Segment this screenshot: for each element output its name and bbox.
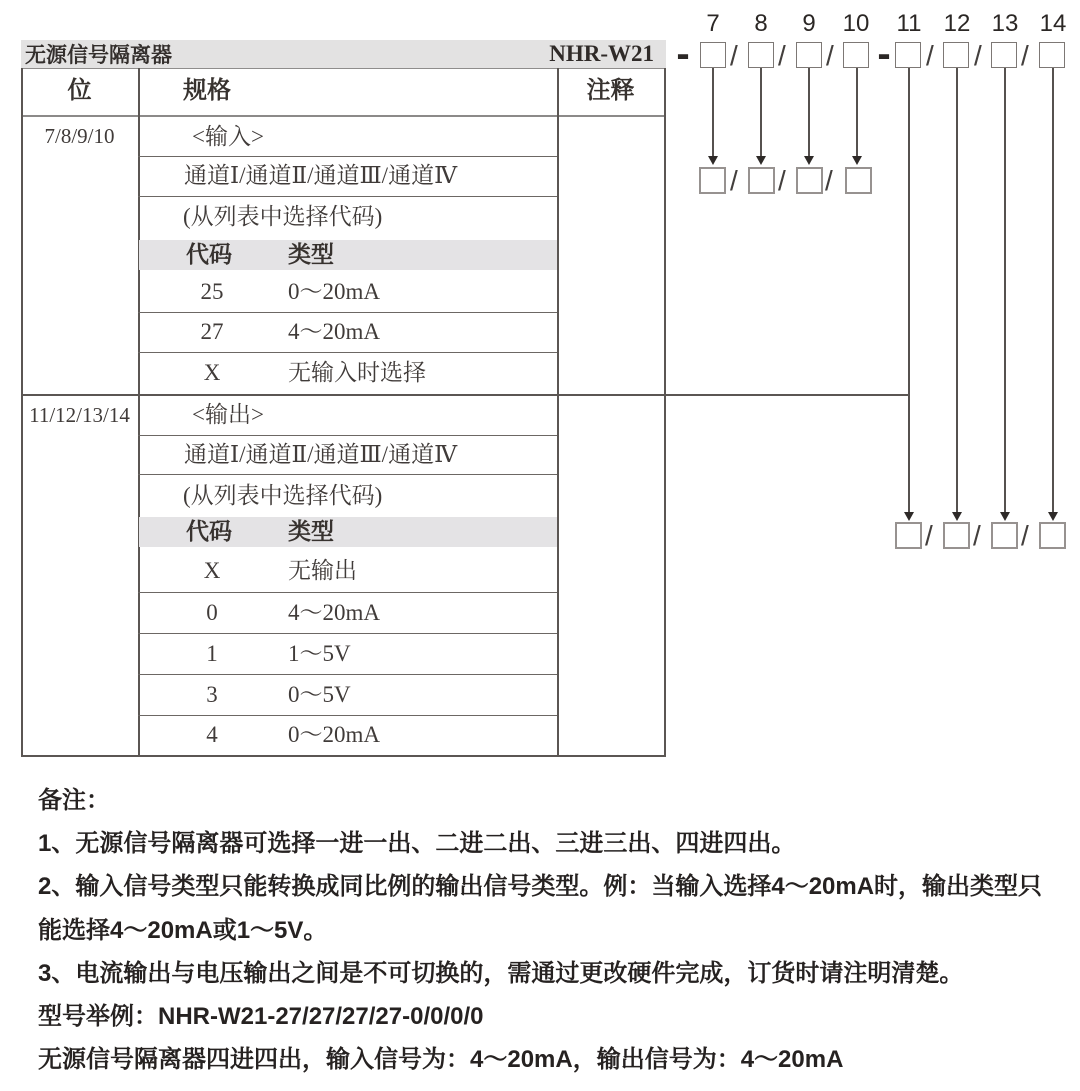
arrow-line [908, 68, 910, 512]
group1-code-header-type: 类型 [288, 242, 334, 267]
group2-code-4: 4 [206, 722, 218, 747]
table-title-bar [21, 40, 666, 68]
slash-separator: / [730, 165, 738, 196]
slash-separator: / [1021, 40, 1029, 71]
group1-spec-line-choose-code: (从列表中选择代码) [183, 204, 383, 229]
arrow-head [952, 512, 962, 521]
slash-separator: / [973, 520, 981, 551]
arrow-line [808, 68, 810, 156]
group1-code-0: 25 [200, 279, 224, 304]
group2-spec-line-output: <输出> [192, 402, 264, 427]
slash-separator: / [825, 165, 833, 196]
model-example-description: 无源信号隔离器四进四出，输入信号为：4～20mA，输出信号为：4～20mA [38, 1046, 844, 1073]
group1-position-label: 7/8/9/10 [44, 124, 115, 148]
slash-separator: / [778, 165, 786, 196]
arrow-head [804, 156, 814, 165]
output-channel-box-2 [943, 522, 970, 549]
column-header-position: 位 [67, 78, 92, 104]
digit-label-13: 13 [991, 10, 1019, 37]
group2-spec-line-choose-code: (从列表中选择代码) [183, 483, 383, 508]
code-box-13 [991, 42, 1017, 68]
group-divider-extension [665, 394, 909, 396]
group2-spec-line-channels: 通道Ⅰ/通道Ⅱ/通道Ⅲ/通道Ⅳ [184, 442, 458, 467]
group2-type-0: 无输出 [288, 558, 357, 583]
code-box-10 [843, 42, 869, 68]
dash-separator-2: - [877, 32, 891, 76]
input-channel-box-4 [845, 167, 872, 194]
column-header-spec: 规格 [183, 78, 231, 104]
arrow-line [712, 68, 714, 156]
note-2-line-2: 能选择4～20mA或1～5V。 [38, 917, 328, 944]
code-box-7 [700, 42, 726, 68]
group2-type-4: 0～20mA [288, 722, 380, 747]
model-number: NHR-W21 [549, 41, 654, 66]
digit-label-14: 14 [1039, 10, 1067, 37]
table-bottom-border [21, 755, 666, 757]
note-3: 3、电流输出与电压输出之间是不可切换的，需通过更改硬件完成，订货时请注明清楚。 [38, 960, 964, 987]
code-box-11 [895, 42, 921, 68]
arrow-head [1000, 512, 1010, 521]
slash-separator: / [826, 40, 834, 71]
group1-code-header-code: 代码 [186, 242, 232, 267]
slash-separator: / [926, 40, 934, 71]
column-divider-spec-note [557, 68, 559, 757]
slash-separator: / [730, 40, 738, 71]
note-1: 1、无源信号隔离器可选择一进一出、二进二出、三进三出、四进四出。 [38, 830, 796, 857]
arrow-head [708, 156, 718, 165]
dash-separator-1: - [676, 32, 690, 76]
notes-heading: 备注： [38, 787, 110, 814]
code-box-8 [748, 42, 774, 68]
group1-spec-line-input: <输入> [192, 124, 264, 149]
digit-label-12: 12 [943, 10, 971, 37]
group2-code-3: 3 [206, 682, 218, 707]
group1-type-2: 无输入时选择 [288, 360, 426, 385]
group2-code-header-code: 代码 [186, 519, 232, 544]
arrow-head [756, 156, 766, 165]
arrow-head [904, 512, 914, 521]
code-box-14 [1039, 42, 1065, 68]
arrow-line [856, 68, 858, 156]
digit-label-9: 9 [802, 10, 816, 37]
digit-label-10: 10 [842, 10, 870, 37]
group1-code-2: X [203, 360, 221, 385]
column-divider-position-spec [138, 68, 140, 757]
arrow-head [852, 156, 862, 165]
product-title: 无源信号隔离器 [25, 43, 172, 67]
output-channel-box-4 [1039, 522, 1066, 549]
input-channel-box-1 [699, 167, 726, 194]
arrow-line [1052, 68, 1054, 512]
digit-label-8: 8 [754, 10, 768, 37]
group1-spec-line-channels: 通道Ⅰ/通道Ⅱ/通道Ⅲ/通道Ⅳ [184, 163, 458, 188]
slash-separator: / [925, 520, 933, 551]
group2-code-1: 0 [206, 600, 218, 625]
slash-separator: / [778, 40, 786, 71]
arrow-head [1048, 512, 1058, 521]
group2-type-2: 1～5V [288, 641, 351, 666]
group2-position-label: 11/12/13/14 [29, 403, 130, 427]
note-2-line-1: 2、输入信号类型只能转换成同比例的输出信号类型。例：当输入选择4～20mA时，输出类型只 [38, 873, 1043, 900]
group1-code-1: 27 [200, 319, 224, 344]
arrow-line [956, 68, 958, 512]
model-example: 型号举例：NHR-W21-27/27/27/27-0/0/0/0 [38, 1003, 484, 1030]
group2-code-2: 1 [206, 641, 218, 666]
output-channel-box-1 [895, 522, 922, 549]
group1-type-0: 0～20mA [288, 279, 380, 304]
arrow-line [1004, 68, 1006, 512]
group2-code-header-type: 类型 [288, 519, 334, 544]
slash-separator: / [1021, 520, 1029, 551]
digit-label-11: 11 [896, 10, 922, 37]
code-box-12 [943, 42, 969, 68]
input-channel-box-3 [796, 167, 823, 194]
table-right-border [664, 68, 666, 757]
output-channel-box-3 [991, 522, 1018, 549]
group2-type-3: 0～5V [288, 682, 351, 707]
group2-type-1: 4～20mA [288, 600, 380, 625]
group1-type-1: 4～20mA [288, 319, 380, 344]
slash-separator: / [974, 40, 982, 71]
code-box-9 [796, 42, 822, 68]
input-channel-box-2 [748, 167, 775, 194]
column-header-note: 注释 [586, 78, 635, 104]
group2-code-0: X [203, 558, 221, 583]
arrow-line [760, 68, 762, 156]
digit-label-7: 7 [706, 10, 720, 37]
